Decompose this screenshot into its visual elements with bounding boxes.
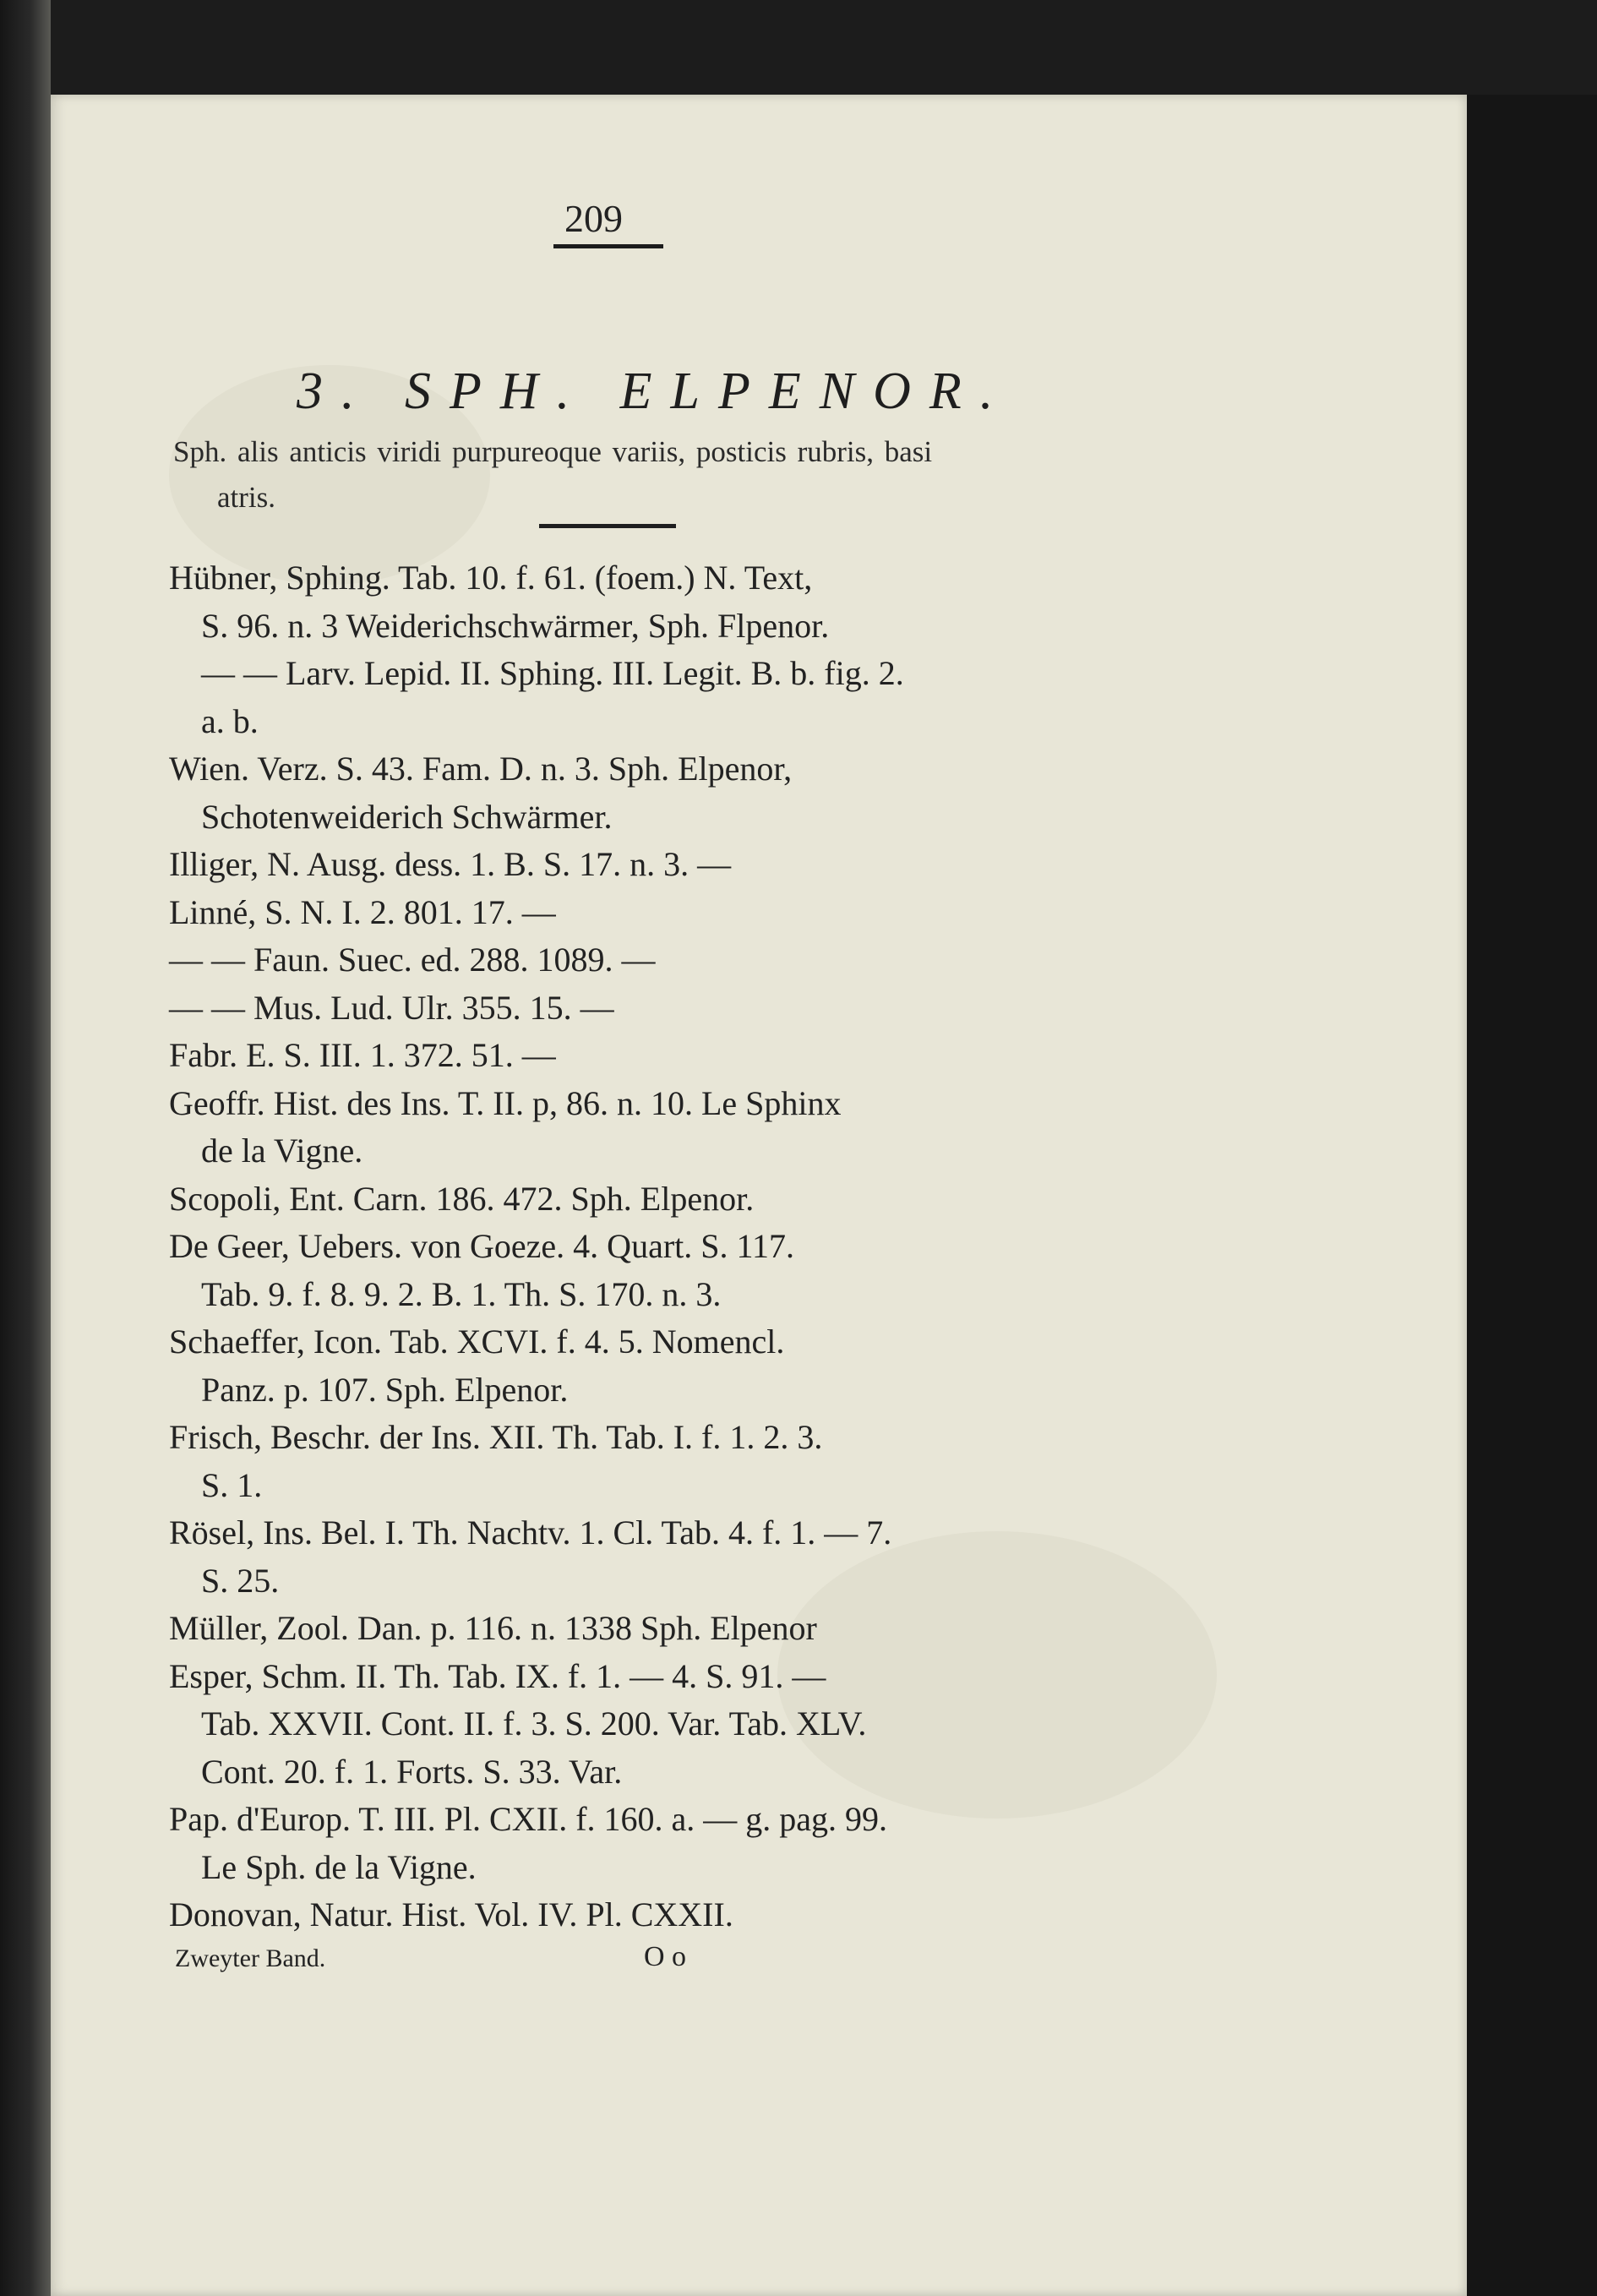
footer-volume-note: Zweyter Band.: [175, 1944, 326, 1972]
reference-entry: [169, 1653, 1022, 1797]
reference-line: Schaeffer, Icon. Tab. XCVI. f. 4. 5. Nomencl.: [169, 1323, 785, 1361]
page-number: 209: [564, 197, 623, 240]
reference-entry: [169, 1605, 1022, 1653]
reference-line: de la Vigne.: [201, 1132, 363, 1170]
reference-entry: [169, 889, 1022, 937]
reference-line: Linné, S. N. I. 2. 801. 17. —: [169, 892, 556, 931]
reference-line: Illiger, N. Ausg. dess. 1. B. S. 17. n. 3. —: [169, 845, 732, 883]
reference-entry: [169, 936, 1022, 984]
reference-line: Panz. p. 107. Sph. Elpenor.: [201, 1370, 569, 1409]
reference-line: Le Sph. de la Vigne.: [201, 1847, 477, 1886]
reference-entry: [169, 745, 1022, 841]
reference-line: Geoffr. Hist. des Ins. T. II. p, 86. n. 10. Le Sphinx: [169, 1083, 842, 1122]
reference-line: Cont. 20. f. 1. Forts. S. 33. Var.: [201, 1752, 623, 1791]
species-diagnosis: [173, 429, 1022, 521]
reference-entry: [169, 1080, 1022, 1175]
reference-line: Tab. 9. f. 8. 9. 2. B. 1. Th. S. 170. n. 3.: [201, 1274, 722, 1313]
reference-line: — — Mus. Lud. Ulr. 355. 15. —: [169, 988, 614, 1027]
reference-line: S. 25.: [201, 1561, 280, 1600]
reference-line: De Geer, Uebers. von Goeze. 4. Quart. S. 117.: [169, 1227, 795, 1265]
scan-right-border: [1467, 95, 1597, 2296]
scan-top-border: [0, 0, 1597, 95]
reference-entry: [169, 984, 1022, 1033]
diagnosis-line: atris.: [217, 481, 276, 514]
reference-line: Frisch, Beschr. der Ins. XII. Th. Tab. I. f. 1. 2. 3.: [169, 1418, 823, 1456]
reference-entry: [169, 1891, 1022, 1939]
reference-line: Tab. XXVII. Cont. II. f. 3. S. 200. Var. Tab. XLV.: [201, 1704, 867, 1742]
reference-line: Scopoli, Ent. Carn. 186. 472. Sph. Elpenor.: [169, 1179, 755, 1218]
reference-entry: [169, 841, 1022, 889]
reference-list: [169, 554, 1022, 1939]
reference-line: Schotenweiderich Schwärmer.: [201, 797, 613, 836]
reference-line: S. 96. n. 3 Weiderichschwärmer, Sph. Flpenor.: [201, 606, 830, 645]
footer-signature-mark: O o: [644, 1941, 687, 1972]
reference-line: a. b.: [201, 701, 259, 740]
reference-entry: [169, 1509, 1022, 1605]
reference-line: Müller, Zool. Dan. p. 116. n. 1338 Sph. Elpenor: [169, 1609, 817, 1647]
page-number-rule: [553, 244, 663, 248]
reference-entry: [169, 1032, 1022, 1080]
reference-entry: [169, 1175, 1022, 1224]
reference-line: Hübner, Sphing. Tab. 10. f. 61. (foem.) N. Text,: [169, 559, 813, 597]
section-rule: [539, 524, 676, 528]
reference-line: Pap. d'Europ. T. III. Pl. CXII. f. 160. a. — g. pag. 99.: [169, 1800, 888, 1838]
reference-line: Esper, Schm. II. Th. Tab. IX. f. 1. — 4. S. 91. —: [169, 1656, 826, 1695]
reference-entry: [169, 1318, 1022, 1414]
reference-line: Rösel, Ins. Bel. I. Th. Nachtv. 1. Cl. Tab. 4. f. 1. — 7.: [169, 1513, 892, 1552]
scan-left-border: [0, 0, 51, 2296]
reference-entry: [169, 1223, 1022, 1318]
reference-line: Wien. Verz. S. 43. Fam. D. n. 3. Sph. Elpenor,: [169, 750, 793, 788]
diagnosis-line: Sph. alis anticis viridi purpureoque variis, posticis rubris, basi: [173, 435, 933, 468]
reference-line: — — Larv. Lepid. II. Sphing. III. Legit. B. b. fig. 2.: [201, 654, 904, 692]
species-heading: 3. SPH. ELPENOR.: [297, 363, 1012, 420]
reference-entry: [169, 1796, 1022, 1891]
reference-entry: [169, 554, 1022, 745]
reference-entry: [169, 1414, 1022, 1509]
reference-line: S. 1.: [201, 1465, 263, 1504]
reference-line: — — Faun. Suec. ed. 288. 1089. —: [169, 941, 656, 979]
reference-line: Fabr. E. S. III. 1. 372. 51. —: [169, 1036, 556, 1074]
reference-line: Donovan, Natur. Hist. Vol. IV. Pl. CXXII.: [169, 1895, 733, 1933]
